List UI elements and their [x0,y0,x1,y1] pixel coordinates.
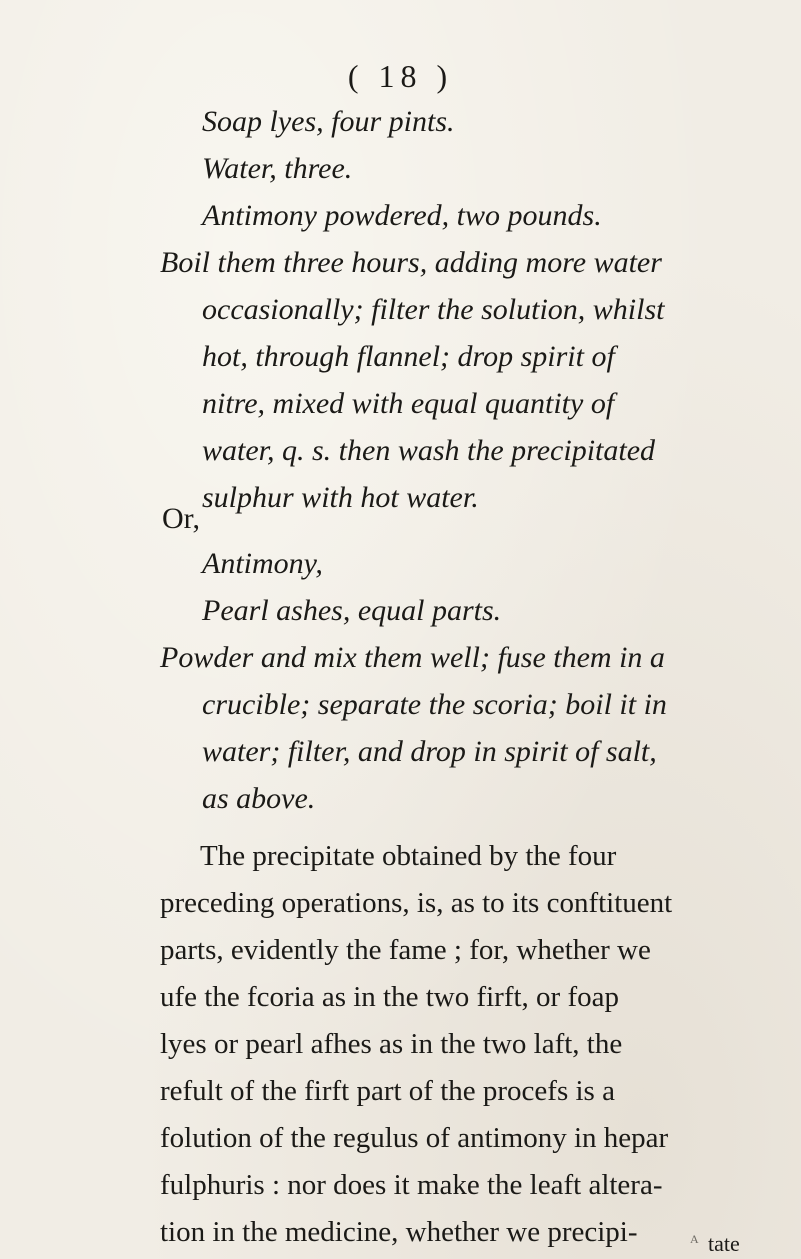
recipe-line: water, q. s. then wash the precipitated [202,434,656,467]
recipe-line: Antimony powdered, two pounds. [202,199,602,232]
recipe-line: crucible; separate the scoria; boil it in [202,688,667,721]
recipe-line: water; filter, and drop in spirit of salt, [202,735,657,768]
paragraph-line: lyes or pearl afhes as in the two laft, the [160,1028,623,1060]
signature-mark: A [690,1232,699,1246]
paragraph-line: preceding operations, is, as to its conftituent [160,887,673,919]
recipe-line: Powder and mix them well; fuse them in a [160,641,665,674]
paragraph-line: refult of the firft part of the procefs is a [160,1075,615,1107]
or-label: Or, [162,502,200,535]
paragraph-line: ufe the fcoria as in the two firft, or foap [160,981,619,1013]
recipe-line: nitre, mixed with equal quantity of [202,387,615,420]
page-number-header: ( 18 ) [347,58,454,94]
recipe-line: Soap lyes, four pints. [202,105,455,138]
recipe-line: occasionally; filter the solution, whilst [202,293,665,326]
recipe-line: Water, three. [202,152,353,185]
recipe-line: as above. [202,782,316,815]
recipe-line: Pearl ashes, equal parts. [202,594,502,627]
recipe-line: Boil them three hours, adding more water [160,246,662,279]
recipe-line: Antimony, [202,547,323,580]
paragraph-line: tion in the medicine, whether we precipi- [160,1216,638,1248]
recipe-line: hot, through flannel; drop spirit of [202,340,615,373]
paragraph-line: The precipitate obtained by the four [200,840,617,872]
paragraph-line: folution of the regulus of antimony in hepar [160,1122,669,1154]
catchword: tate [708,1231,740,1256]
paragraph-line: fulphuris : nor does it make the leaft altera- [160,1169,663,1201]
paragraph-line: parts, evidently the fame ; for, whether we [160,934,651,966]
recipe-line: sulphur with hot water. [202,481,479,514]
